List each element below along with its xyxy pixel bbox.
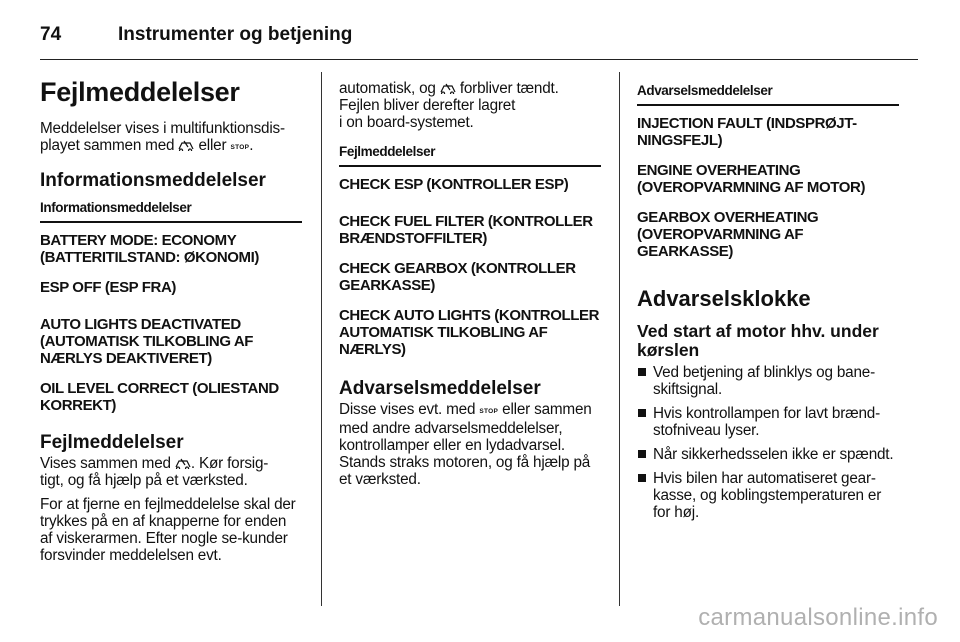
- wrench-car-icon: [175, 457, 191, 469]
- intro-text: Meddelelser vises i multifunktionsdis- playet sammen med: [40, 120, 285, 154]
- list-item: [637, 446, 899, 463]
- message-entry: AUTO LIGHTS DEACTIVATED (AUTOMATISK TILKOBLING AF NÆRLYS DEAKTIVERET): [40, 316, 254, 367]
- list-item: [637, 405, 899, 439]
- condition-list: [637, 364, 899, 521]
- subsection-heading: Advarselsklokke: [637, 286, 811, 311]
- column-1: [40, 70, 302, 571]
- continued-text: automatisk, og: [339, 80, 436, 97]
- warning-paragraph: [339, 401, 601, 488]
- stop-icon: STOP: [479, 408, 499, 415]
- page-number: 74: [40, 24, 62, 45]
- table-header: Informationsmeddelelser: [40, 199, 302, 223]
- message-entry: CHECK FUEL FILTER (KONTROLLER BRÆNDSTOFFILTER): [339, 213, 593, 247]
- fault-text-end: . Kør forsig- tigt, og få hjælp på et værksted.: [40, 455, 269, 489]
- warning-text-end: eller sammen med andre advarselsmeddelelser, kontrollamper eller en lydadvarsel. Stands straks motoren, og få hjælp på et værksted.: [339, 401, 592, 488]
- bullet-icon: [638, 409, 646, 417]
- intro-paragraph: [40, 120, 302, 156]
- subsection-heading: Fejlmeddelelser: [40, 432, 184, 453]
- subsection-heading: Informationsmeddelelser: [40, 170, 266, 191]
- list-item-text: Hvis kontrollampen for lavt brænd-stofniveau lyser.: [653, 405, 880, 439]
- condition-heading: Ved start af motor hhv. under kørslen: [637, 321, 879, 360]
- message-entry: BATTERY MODE: ECONOMY (BATTERITILSTAND: ØKONOMI): [40, 232, 260, 266]
- table-header: Advarselsmeddelelser: [637, 82, 899, 106]
- section-heading: Fejlmeddelelser: [40, 77, 240, 107]
- column-3: [637, 70, 899, 528]
- stop-icon: STOP: [230, 144, 250, 151]
- bullet-icon: [638, 368, 646, 376]
- list-item-text: Hvis bilen har automatiseret gear-kasse, og koblingstemperaturen er for høj.: [653, 470, 882, 521]
- list-item-text: Ved betjening af blinklys og bane-skiftsignal.: [653, 364, 875, 398]
- fault-paragraph: [40, 455, 302, 489]
- header-rule: [40, 59, 918, 60]
- fault-text: Vises sammen med: [40, 455, 171, 472]
- page-header: [40, 14, 920, 54]
- column-2: [339, 70, 601, 495]
- watermark[interactable]: carmanualsonline.info: [698, 604, 938, 631]
- wrench-car-icon: [178, 139, 194, 151]
- continued-paragraph: [339, 80, 601, 131]
- intro-text-end: .: [249, 137, 254, 154]
- message-entry: ESP OFF (ESP FRA): [40, 279, 177, 296]
- message-entry: CHECK AUTO LIGHTS (KONTROLLER AUTOMATISK TILKOBLING AF NÆRLYS): [339, 307, 600, 358]
- chapter-title: Instrumenter og betjening: [118, 24, 353, 45]
- bullet-icon: [638, 450, 646, 458]
- intro-text-mid: eller: [198, 137, 227, 154]
- wrench-car-icon: [440, 82, 456, 94]
- bullet-icon: [638, 474, 646, 482]
- message-entry: ENGINE OVERHEATING (OVEROPVARMNING AF MOTOR): [637, 162, 866, 196]
- column-divider: [619, 72, 620, 606]
- list-item: [637, 364, 899, 398]
- message-entry: OIL LEVEL CORRECT (OLIESTAND KORREKT): [40, 380, 279, 414]
- message-entry: CHECK ESP (KONTROLLER ESP): [339, 176, 569, 193]
- continued-text-end: forbliver tændt. Fejlen bliver derefter lagret i on board-systemet.: [339, 80, 559, 131]
- table-header: Fejlmeddelelser: [339, 143, 601, 167]
- warning-text: Disse vises evt. med: [339, 401, 476, 418]
- list-item: [637, 470, 899, 521]
- fault-paragraph-2: For at fjerne en fejlmeddelelse skal der trykkes på en af knapperne for enden af viskerarmen. Efter nogle se-kunder forsvinder meddelelsen evt.: [40, 496, 296, 564]
- message-entry: INJECTION FAULT (INDSPRØJT-NINGSFEJL): [637, 115, 857, 149]
- message-entry: GEARBOX OVERHEATING (OVEROPVARMNING AF GEARKASSE): [637, 209, 819, 260]
- column-divider: [321, 72, 322, 606]
- message-entry: CHECK GEARBOX (KONTROLLER GEARKASSE): [339, 260, 576, 294]
- list-item-text: Når sikkerhedsselen ikke er spændt.: [653, 446, 894, 463]
- subsection-heading: Advarselsmeddelelser: [339, 378, 541, 399]
